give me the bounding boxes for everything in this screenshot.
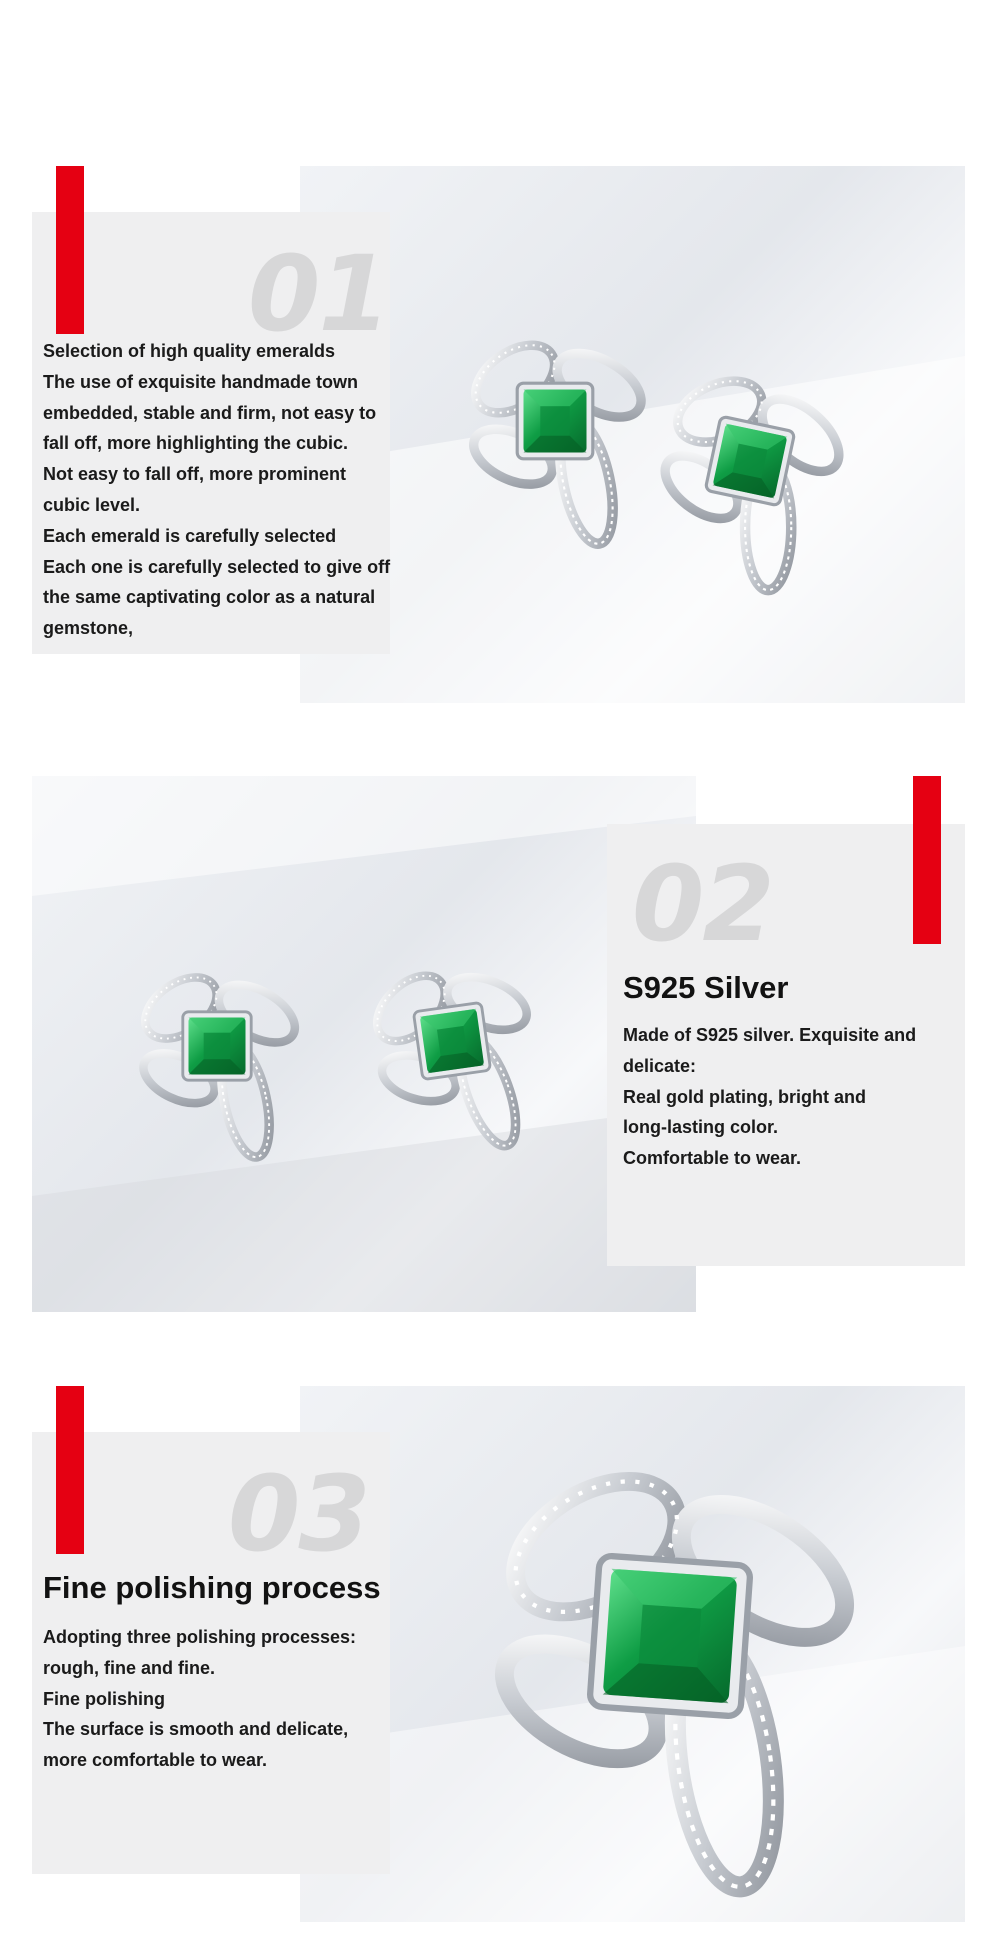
emerald-bow-earring-icon [300, 166, 965, 703]
product-photo-01 [300, 166, 965, 703]
feature-section-02 [0, 720, 1000, 1350]
section-number-02: 02 [632, 843, 773, 965]
text-line: Fine polishing [43, 1688, 165, 1709]
feature-text-01 [43, 336, 390, 644]
text-line: Comfortable to wear. [623, 1148, 802, 1169]
text-line: Selection of high quality emeralds [43, 341, 336, 361]
text-line: Adopting three polishing processes: [43, 1627, 357, 1647]
text-line: delicate: [623, 1055, 697, 1076]
feature-section-01 [0, 0, 1000, 720]
emerald-bow-earring-icon [32, 776, 696, 1312]
section-number-01: 01 [248, 233, 389, 355]
text-line: The use of exquisite handmade town [43, 371, 359, 392]
text-line: the same captivating color as a natural [43, 587, 376, 608]
section-title-03: Fine polishing process [43, 1570, 381, 1605]
text-line: Made of S925 silver. Exquisite and [623, 1025, 917, 1045]
text-line: long-lasting color. [623, 1117, 779, 1138]
text-line: more comfortable to wear. [43, 1750, 268, 1771]
text-line: Real gold plating, bright and [623, 1086, 866, 1107]
text-line: gemstone, [43, 618, 134, 639]
accent-bar-02 [913, 776, 941, 944]
text-line: fall off, more highlighting the cubic. [43, 433, 348, 454]
section-title-02: S925 Silver [623, 970, 789, 1005]
emerald-bow-earring-icon [300, 1386, 965, 1922]
text-line: rough, fine and fine. [43, 1657, 215, 1678]
product-photo-02 [32, 776, 696, 1312]
feature-section-03 [0, 1350, 1000, 1954]
text-line: Each one is carefully selected to give off [43, 556, 391, 577]
text-line: The surface is smooth and delicate, [43, 1719, 349, 1740]
text-line: embedded, stable and firm, not easy to [43, 402, 377, 423]
text-line: cubic level. [43, 494, 141, 515]
accent-bar-03 [56, 1386, 84, 1554]
section-number-03: 03 [228, 1453, 369, 1575]
text-line: Each emerald is carefully selected [43, 525, 337, 546]
text-line: Not easy to fall off, more prominent [43, 464, 347, 485]
feature-text-02 [623, 1020, 916, 1174]
product-photo-03 [300, 1386, 965, 1922]
feature-text-03 [43, 1622, 356, 1776]
accent-bar-01 [56, 166, 84, 334]
